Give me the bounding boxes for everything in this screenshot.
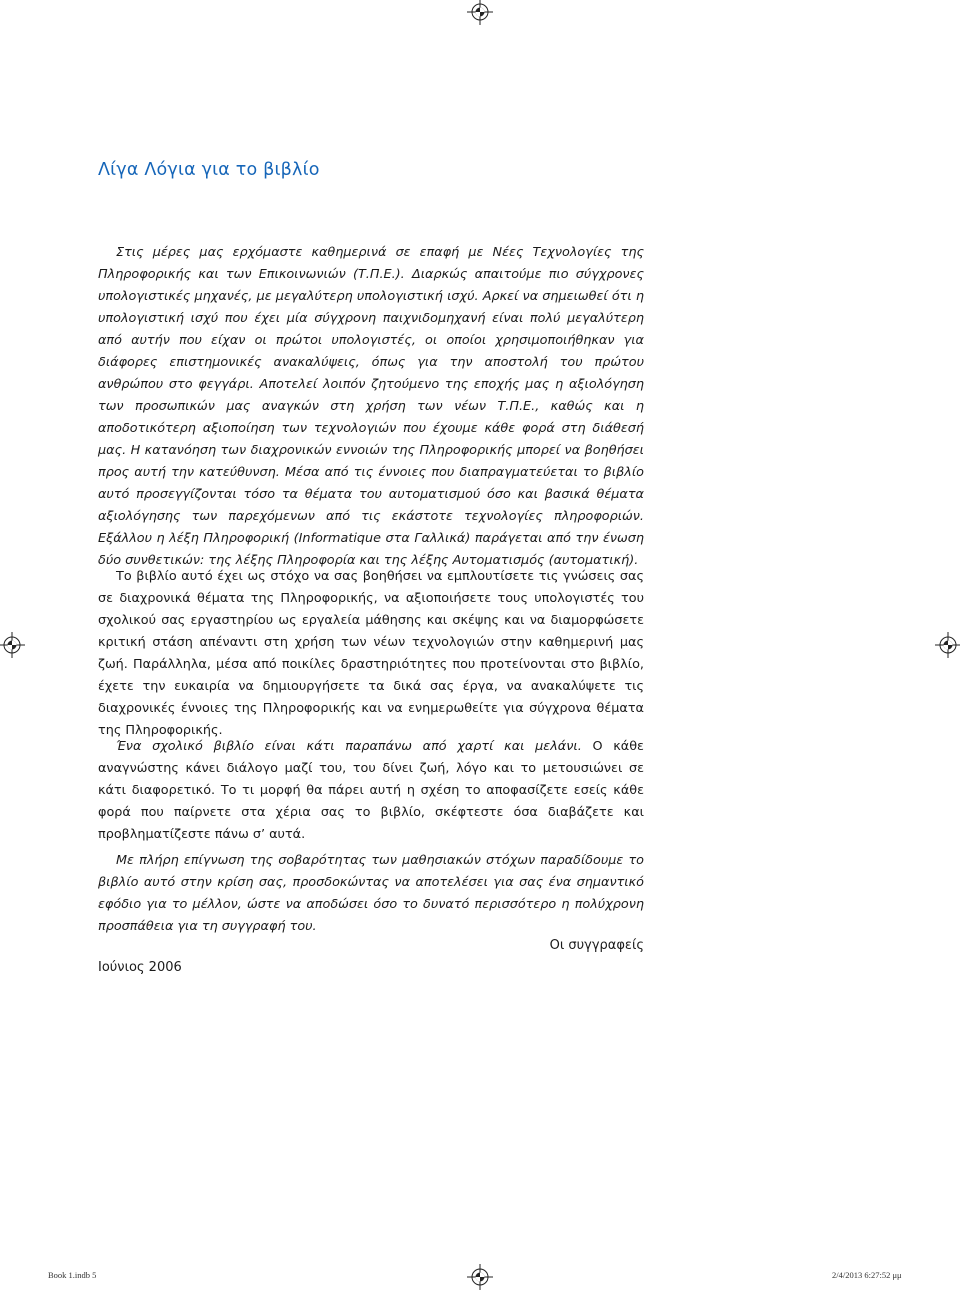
registration-mark-icon — [467, 0, 493, 25]
text-segment: Ένα σχολικό βιβλίο είναι κάτι παραπάνω από χαρτί και μελάνι. — [116, 739, 593, 754]
paragraph-intro — [98, 242, 644, 572]
text-segment: Αποτελεί λοιπόν ζητούμενο της εποχής μας η αξιολόγηση των προσωπικών μας αναγκών στη χρήση των νέων Τ.Π.Ε., καθώς και η αποδοτικότερη αξιοποίηση των τεχνολογιών που έχουμε κάθε φορά στη διάθεσή μας. — [98, 377, 645, 458]
text-segment: Η κατανόηση των διαχρονικών εννοιών της Πληροφορικής μπορεί να βοηθήσει προς αυτή την κατεύθυνση. — [98, 443, 644, 480]
page-title: Λίγα Λόγια για το βιβλίο — [98, 160, 320, 180]
text-segment: Στις μέρες μας ερχόμαστε καθημερινά σε επαφή με Νέες Τεχνολογίες της Πληροφορικής και των Επικοινωνιών (Τ.Π.Ε.). Διαρκώς απαιτούμε πιο σύγχρονες υπολογιστικές μηχανές, με μεγαλύτερη υπολογιστική ισχύ. — [98, 245, 644, 304]
signature: Οι συγγραφείς — [549, 938, 644, 953]
text-segment: Παράλληλα, μέσα από ποικίλες δραστηριότητες που προτείνονται στο βιβλίο, έχετε την ευκαιρία να δημιουργήσετε τα δικά σας έργα, να ανακαλύψετε τις διαχρονικές έννοιες της Πληροφορικής και να ενημερωθείτε για σύγχρονα θέματα της Πληροφορικής. — [98, 657, 644, 738]
text-segment: Με πλήρη επίγνωση της σοβαρότητας των μαθησιακών στόχων παραδίδουμε το βιβλίο αυτό στην κρίση σας, προσδοκώντας να αποτελέσει για σας ένα σημαντικό εφόδιο για το μέλλον, ώστε να αποδώσει όσο το δυνατό περισσότερο η πολύχρονη προσπάθεια για τη συγγραφή του. — [98, 853, 644, 934]
text-segment: Μέσα από τις έννοιες που διαπραγματεύεται το βιβλίο αυτό προσεγγίζονται τόσο τα θέματα του αυτοματισμού όσο και βασικά θέματα αξιολόγησης των παρεχόμενων από τις εκάστοτε τεχνολογίες πληροφοριών. — [98, 465, 644, 524]
text-segment: Αρκεί να σημειωθεί ότι η υπολογιστική ισχύ που έχει μία σύγχρονη παιχνιδομηχανή είναι πολύ μεγαλύτερη από αυτήν που είχαν οι πρώτοι υπολογιστές, οι οποίοι χρησιμοποιήθηκαν για διάφορες επιστημονικές ανακαλύψεις, όπως για την αποστολή του πρώτου ανθρώπου στο φεγγάρι. — [98, 289, 644, 392]
text-segment: Εξάλλου η λέξη Πληροφορική (Informatique στα Γαλλικά) παράγεται από την ένωση δύο συνθετικών: της λέξης Πληροφορία και της λέξης Αυτοματισμός (αυτοματική). — [98, 531, 644, 568]
text-segment: Το τι μορφή θα πάρει αυτή η σχέση το αποφασίζετε εσείς κάθε φορά που παίρνετε στα χέρια σας το βιβλίο, σκέφτεστε όσα διαβάζετε και προβληματίζεστε πάνω σ’ αυτά. — [98, 783, 644, 842]
registration-mark-icon — [935, 632, 960, 658]
paragraph-closing — [98, 850, 644, 938]
text-segment: Ο κάθε αναγνώστης κάνει διάλογο μαζί του, του δίνει ζωή, λόγο και το μετουσιώνει σε κάτι διαφορετικό. — [98, 739, 644, 798]
paragraph-dialogue — [98, 736, 644, 846]
registration-mark-icon — [467, 1264, 493, 1290]
footer-timestamp: 2/4/2013 6:27:52 μμ — [832, 1270, 902, 1280]
paragraph-goals — [98, 566, 644, 742]
registration-mark-icon — [0, 632, 25, 658]
footer-file-label: Book 1.indb 5 — [48, 1270, 97, 1280]
text-segment: Το βιβλίο αυτό έχει ως στόχο να σας βοηθήσει να εμπλουτίσετε τις γνώσεις σας σε διαχρονικά θέματα της Πληροφορικής, να αξιοποιήσετε τους υπολογιστές του σχολικού σας εργαστηρίου ως εργαλεία μάθησης και σκέψης και να διαμορφώσετε κριτική στάση απέναντι στη χρήση των νέων τεχνολογιών στην καθημερινή μας ζωή. — [98, 569, 644, 672]
date-line: Ιούνιος 2006 — [98, 960, 182, 975]
